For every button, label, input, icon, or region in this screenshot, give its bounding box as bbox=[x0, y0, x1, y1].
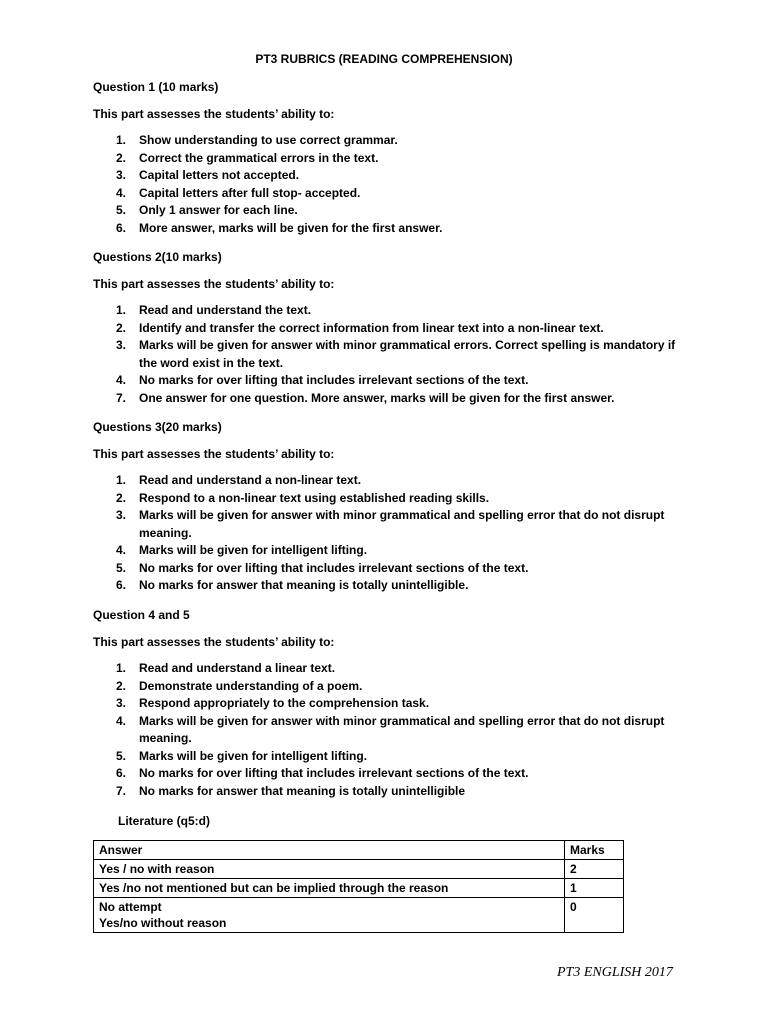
list-item bbox=[93, 660, 683, 678]
question-2-section bbox=[93, 249, 683, 407]
section-heading: Questions 2(10 marks) bbox=[93, 250, 222, 264]
list-item-number: 2. bbox=[116, 150, 127, 165]
section-intro: This part assesses the students’ ability to: bbox=[93, 277, 335, 291]
list-item bbox=[93, 765, 683, 783]
list-item bbox=[93, 577, 683, 595]
list-item-number: 3. bbox=[116, 696, 127, 710]
list-item-text: Capital letters not accepted. bbox=[139, 168, 300, 182]
list-item-text: Respond to a non-linear text using established reading skills. bbox=[139, 490, 490, 505]
list-item-number: 1. bbox=[116, 303, 127, 317]
list-item-text: No marks for answer that meaning is totally unintelligible. bbox=[139, 578, 469, 592]
literature-rubric-table bbox=[93, 840, 624, 933]
answer-cell: Yes / no with reason bbox=[94, 860, 565, 879]
list-item-number: 1. bbox=[116, 133, 127, 147]
list-item-number: 3. bbox=[116, 338, 127, 352]
table-row bbox=[94, 879, 624, 898]
list-item-number: 2. bbox=[116, 678, 127, 693]
list-item bbox=[93, 320, 683, 338]
page-title: PT3 RUBRICS (READING COMPREHENSION) bbox=[255, 52, 513, 66]
list-item bbox=[93, 748, 683, 766]
list-item-text: One answer for one question. More answer, marks will be given for the first answer. bbox=[139, 390, 615, 405]
list-item-number: 7. bbox=[116, 390, 127, 405]
list-item-number: 5. bbox=[116, 560, 127, 575]
answer-cell: No attempt Yes/no without reason bbox=[94, 898, 565, 933]
list-item-number: 3. bbox=[116, 168, 127, 182]
marks-cell: 1 bbox=[565, 879, 624, 898]
list-item bbox=[93, 678, 683, 696]
list-item bbox=[93, 713, 683, 748]
list-item-number: 4. bbox=[116, 373, 127, 387]
list-item-number: 5. bbox=[116, 203, 127, 217]
list-item-text: Only 1 answer for each line. bbox=[139, 203, 298, 217]
list-item-text: Marks will be given for answer with minor grammatical errors. Correct spelling is mandatory if the word exist in the text. bbox=[139, 338, 676, 370]
list-item-text: Read and understand the text. bbox=[139, 303, 312, 317]
list-item-number: 2. bbox=[116, 490, 127, 505]
list-item bbox=[93, 507, 683, 542]
criteria-list bbox=[93, 302, 683, 407]
list-item-text: Marks will be given for intelligent lifting. bbox=[139, 748, 368, 763]
literature-heading: Literature (q5:d) bbox=[118, 814, 211, 828]
list-item-text: Identify and transfer the correct information from linear text into a non-linear text. bbox=[139, 320, 604, 335]
list-item-number: 4. bbox=[116, 543, 127, 557]
list-item-number: 2. bbox=[116, 320, 127, 335]
list-item bbox=[93, 390, 683, 408]
section-heading: Question 1 (10 marks) bbox=[93, 80, 219, 94]
list-item bbox=[93, 372, 683, 390]
marks-cell: 0 bbox=[565, 898, 624, 933]
list-item-number: 5. bbox=[116, 748, 127, 763]
list-item bbox=[93, 472, 683, 490]
table-row bbox=[94, 898, 624, 933]
list-item-text: No marks for over lifting that includes irrelevant sections of the text. bbox=[139, 373, 529, 387]
list-item-text: No marks for answer that meaning is totally unintelligible bbox=[139, 783, 466, 798]
list-item bbox=[93, 167, 683, 185]
list-item bbox=[93, 220, 683, 238]
criteria-list bbox=[93, 132, 683, 237]
header-answer: Answer bbox=[94, 841, 565, 860]
list-item-number: 1. bbox=[116, 473, 127, 487]
list-item bbox=[93, 150, 683, 168]
list-item bbox=[93, 302, 683, 320]
section-intro: This part assesses the students’ ability to: bbox=[93, 635, 335, 649]
table-header-row bbox=[94, 841, 624, 860]
list-item bbox=[93, 185, 683, 203]
list-item-number: 6. bbox=[116, 220, 127, 235]
list-item bbox=[93, 542, 683, 560]
list-item-number: 6. bbox=[116, 766, 127, 780]
list-item bbox=[93, 337, 683, 372]
footer-label: PT3 ENGLISH 2017 bbox=[557, 965, 673, 980]
list-item bbox=[93, 132, 683, 150]
list-item-number: 3. bbox=[116, 508, 127, 522]
list-item-text: Respond appropriately to the comprehension task. bbox=[139, 696, 430, 710]
list-item-text: More answer, marks will be given for the first answer. bbox=[139, 220, 443, 235]
section-heading: Questions 3(20 marks) bbox=[93, 420, 222, 434]
answer-cell: Yes /no not mentioned but can be implied through the reason bbox=[94, 879, 565, 898]
list-item-text: Marks will be given for answer with minor grammatical and spelling error that do not disrupt meaning. bbox=[139, 713, 665, 745]
list-item-text: No marks for over lifting that includes irrelevant sections of the text. bbox=[139, 766, 529, 780]
section-intro: This part assesses the students’ ability to: bbox=[93, 107, 335, 121]
table-row bbox=[94, 860, 624, 879]
list-item-text: Marks will be given for answer with minor grammatical and spelling error that do not disrupt meaning. bbox=[139, 508, 665, 540]
list-item-number: 6. bbox=[116, 578, 127, 592]
list-item-number: 4. bbox=[116, 713, 127, 728]
marks-cell: 2 bbox=[565, 860, 624, 879]
list-item-text: Demonstrate understanding of a poem. bbox=[139, 678, 363, 693]
section-intro: This part assesses the students’ ability to: bbox=[93, 447, 335, 461]
list-item-text: Capital letters after full stop- accepted. bbox=[139, 185, 361, 200]
list-item-number: 1. bbox=[116, 661, 127, 675]
list-item-text: Read and understand a non-linear text. bbox=[139, 473, 362, 487]
list-item bbox=[93, 490, 683, 508]
list-item-text: Correct the grammatical errors in the text. bbox=[139, 150, 379, 165]
list-item-number: 4. bbox=[116, 185, 127, 200]
section-heading: Question 4 and 5 bbox=[93, 608, 190, 622]
list-item bbox=[93, 202, 683, 220]
criteria-list bbox=[93, 472, 683, 595]
list-item-text: Read and understand a linear text. bbox=[139, 661, 336, 675]
list-item-text: No marks for over lifting that includes irrelevant sections of the text. bbox=[139, 560, 529, 575]
criteria-list bbox=[93, 660, 683, 800]
list-item-text: Show understanding to use correct grammar. bbox=[139, 133, 398, 147]
question-4-5-section bbox=[93, 607, 683, 800]
list-item-number: 7. bbox=[116, 783, 127, 798]
list-item bbox=[93, 783, 683, 801]
list-item-text: Marks will be given for intelligent lifting. bbox=[139, 543, 368, 557]
list-item bbox=[93, 695, 683, 713]
header-marks: Marks bbox=[565, 841, 624, 860]
question-3-section bbox=[93, 419, 683, 595]
question-1-section bbox=[93, 79, 683, 237]
list-item bbox=[93, 560, 683, 578]
